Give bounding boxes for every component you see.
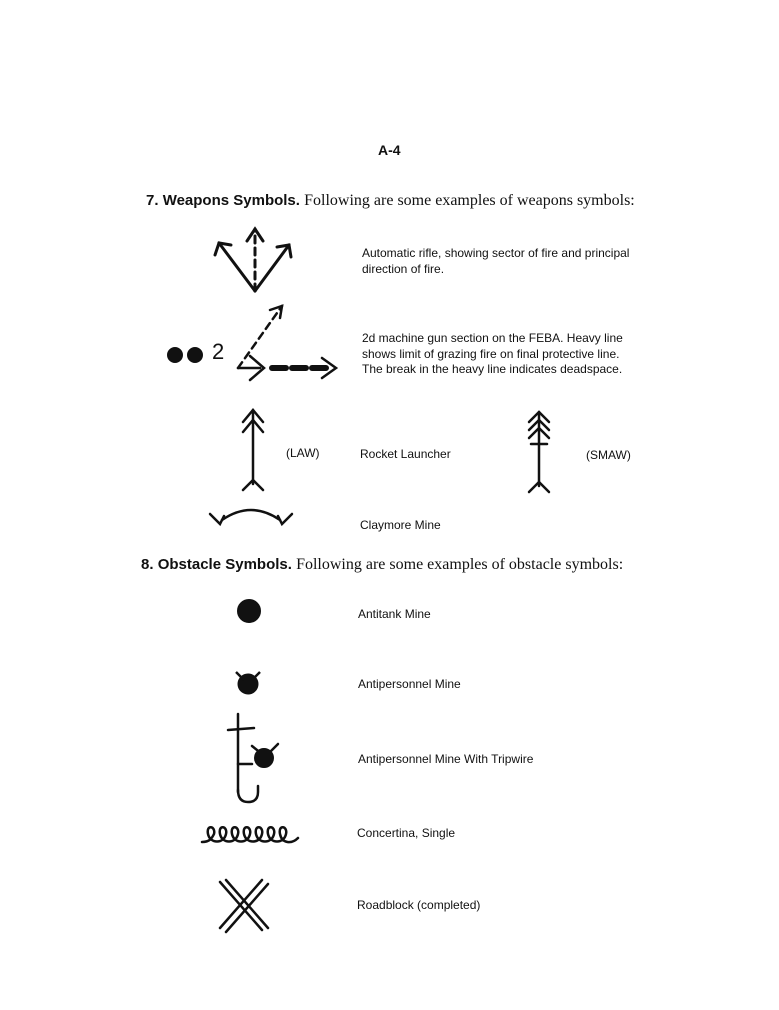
smaw-label: (SMAW) (586, 448, 631, 462)
obstacles-section-intro: Following are some examples of obstacle symbols: (296, 556, 624, 573)
automatic-rifle-icon (205, 225, 305, 295)
obstacles-section-heading (141, 556, 623, 574)
rocket-launcher-description: Rocket Launcher (360, 447, 451, 461)
roadblock-completed-icon (218, 878, 270, 934)
weapons-section-number: 7. (146, 192, 159, 209)
machine-gun-section-icon (232, 298, 342, 383)
obstacles-section-number: 8. (141, 556, 154, 573)
page-number: A-4 (378, 142, 401, 158)
antipersonnel-mine-tripwire-description: Antipersonnel Mine With Tripwire (358, 752, 534, 766)
antipersonnel-mine-tripwire-icon (226, 712, 284, 804)
antipersonnel-mine-description: Antipersonnel Mine (358, 677, 461, 691)
concertina-single-description: Concertina, Single (357, 826, 456, 840)
weapons-section-title: Weapons Symbols. (162, 192, 300, 209)
machine-gun-section-description: 2d machine gun section on the FEBA. Heavy line shows limit of grazing fire on final protective line. The break in the heavy line indicates deadspace. (362, 331, 623, 376)
weapons-section-intro: Following are some examples of weapons symbols: (304, 192, 635, 209)
antitank-mine-icon (236, 598, 262, 624)
claymore-mine-description: Claymore Mine (360, 518, 441, 532)
obstacles-section-title: Obstacle Symbols. (157, 556, 292, 573)
roadblock-completed-description: Roadblock (completed) (357, 898, 481, 912)
machine-gun-symbol-number: 2 (212, 339, 225, 364)
concertina-single-icon (200, 816, 300, 852)
automatic-rifle-description: Automatic rifle, showing sector of fire and principal direction of fire. (362, 246, 630, 276)
rocket-launcher-smaw-icon (524, 408, 554, 494)
rocket-launcher-law-icon (238, 406, 268, 492)
law-label: (LAW) (286, 446, 320, 460)
machine-gun-dots-icon (166, 345, 210, 365)
antipersonnel-mine-icon (232, 668, 264, 696)
weapons-section-heading (146, 192, 635, 210)
claymore-mine-icon (208, 500, 294, 530)
antitank-mine-description: Antitank Mine (358, 607, 431, 621)
